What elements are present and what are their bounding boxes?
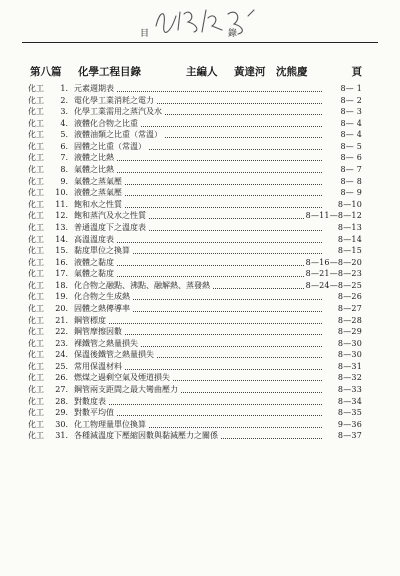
entry-title: 鋼管標度 <box>74 315 106 325</box>
entry-title: 黏度單位之換算 <box>74 246 130 256</box>
entry-number: 24. <box>55 350 68 360</box>
entry-number: 3. <box>60 107 68 117</box>
entry-prefix: 化工 <box>28 408 44 418</box>
entry-prefix: 化工 <box>28 176 44 186</box>
entry-title: 高溫溫度表 <box>74 234 114 244</box>
entry-number: 11. <box>55 199 68 209</box>
editor-label: 主編人 <box>186 66 218 78</box>
entry-title: 鋼管兩支距間之最大彎曲壓力 <box>74 385 178 395</box>
entry-page: 8—29 <box>337 327 362 337</box>
entry-title: 燃煤之過剩空氣及煙道損失 <box>74 373 170 383</box>
entry-prefix: 化工 <box>28 280 44 290</box>
entry-page: 8—34 <box>337 396 362 406</box>
entry-prefix: 化工 <box>28 246 44 256</box>
entry-number: 10. <box>55 188 68 198</box>
entry-number: 17. <box>55 269 68 279</box>
entry-number: 28. <box>55 396 68 406</box>
section-title: 化學工程目錄 <box>78 66 141 78</box>
entry-prefix: 化工 <box>28 211 44 221</box>
entry-page: 8— 5 <box>340 141 362 151</box>
entry-page: 8—21—8—23 <box>305 269 362 279</box>
entry-number: 14. <box>55 234 68 244</box>
entry-page: 8— 3 <box>340 107 362 117</box>
entry-title: 固體之熱傳導率 <box>74 303 130 313</box>
entry-number: 18. <box>55 280 68 290</box>
entry-page: 9—36 <box>337 419 362 429</box>
entry-title: 元素週期表 <box>74 84 114 93</box>
entry-number: 4. <box>60 118 68 128</box>
entry-page: 8—31 <box>337 361 362 371</box>
entry-page: 8—27 <box>337 303 362 313</box>
entry-title: 氣體之比熱 <box>74 165 114 175</box>
entry-prefix: 化工 <box>28 153 44 163</box>
entry-title: 各種減溫度下壓縮因數與黏減壓力之關係 <box>74 431 218 441</box>
entry-page: 8—13 <box>337 222 362 232</box>
entry-number: 23. <box>55 338 68 348</box>
entry-prefix: 化工 <box>28 431 44 441</box>
entry-page: 8— 4 <box>340 130 362 140</box>
entry-prefix: 化工 <box>28 303 44 313</box>
entry-page: 8— 4 <box>340 118 362 128</box>
entry-prefix: 化工 <box>28 84 44 93</box>
entry-prefix: 化工 <box>28 257 44 267</box>
entry-prefix: 化工 <box>28 269 44 279</box>
entry-number: 13. <box>55 222 68 232</box>
entry-number: 12. <box>55 211 68 221</box>
entry-number: 8. <box>60 165 68 175</box>
entry-page: 8— 9 <box>340 188 362 198</box>
entry-prefix: 化工 <box>28 327 44 337</box>
entry-page: 8—28 <box>337 315 362 325</box>
entry-prefix: 化工 <box>28 118 44 128</box>
header-mu: 目 <box>140 29 150 39</box>
header-lu: 錄 <box>228 29 238 39</box>
entry-page: 8—37 <box>337 431 362 441</box>
entry-prefix: 化工 <box>28 292 44 302</box>
entry-page: 8—16—8—20 <box>305 257 362 267</box>
entry-number: 1. <box>60 84 68 93</box>
entry-title: 飽和水之性質 <box>74 199 122 209</box>
entry-title: 化合物之融點、沸點、融解熱、蒸發熱 <box>74 280 210 290</box>
entry-prefix: 化工 <box>28 188 44 198</box>
entry-number: 6. <box>60 141 68 151</box>
entry-title: 裸鐵管之熱量損失 <box>74 338 138 348</box>
entry-page: 8—24—8—25 <box>305 280 362 290</box>
entry-page: 8—33 <box>337 385 362 395</box>
handwritten-signature <box>150 4 260 38</box>
entry-page: 8—32 <box>337 373 362 383</box>
entry-prefix: 化工 <box>28 361 44 371</box>
entry-page: 8—11—8—12 <box>305 211 362 221</box>
entry-number: 21. <box>55 315 68 325</box>
entry-page: 8—26 <box>337 292 362 302</box>
section-header <box>30 64 362 78</box>
entry-page: 8—30 <box>337 350 362 360</box>
entry-page: 8— 6 <box>340 153 362 163</box>
part-label: 第八篇 <box>30 66 62 78</box>
entry-number: 7. <box>60 153 68 163</box>
entry-title: 固體之比重（常溫） <box>74 141 146 151</box>
table-of-contents <box>28 83 362 442</box>
entry-number: 29. <box>55 408 68 418</box>
entry-prefix: 化工 <box>28 234 44 244</box>
entry-number: 26. <box>55 373 68 383</box>
entry-prefix: 化工 <box>28 222 44 232</box>
entry-title: 化學工業需用之蒸汽及水 <box>74 107 162 117</box>
entry-number: 20. <box>55 303 68 313</box>
page-column-label: 頁 <box>351 66 362 78</box>
entry-page: 8— 8 <box>340 176 362 186</box>
entry-prefix: 化工 <box>28 141 44 151</box>
entry-title: 液體油類之比重（常溫） <box>74 130 162 140</box>
toc-entry <box>28 430 362 442</box>
entry-page: 8—14 <box>337 234 362 244</box>
entry-title: 液體之蒸氣壓 <box>74 188 122 198</box>
entry-prefix: 化工 <box>28 199 44 209</box>
entry-number: 22. <box>55 327 68 337</box>
entry-number: 25. <box>55 361 68 371</box>
entry-title: 對數度表 <box>74 396 106 406</box>
entry-title: 保溫後鐵管之熱量損失 <box>74 350 154 360</box>
entry-title: 鋼管摩擦因數 <box>74 327 122 337</box>
entry-page: 8— 2 <box>340 95 362 105</box>
entry-prefix: 化工 <box>28 130 44 140</box>
entry-title: 液體之黏度 <box>74 257 114 267</box>
entry-page: 8—35 <box>337 408 362 418</box>
entry-title: 氣體之黏度 <box>74 269 114 279</box>
entry-number: 15. <box>55 246 68 256</box>
entry-number: 9. <box>60 176 68 186</box>
header-rule <box>22 42 378 43</box>
entry-title: 普通溫度下之溫度表 <box>74 222 146 232</box>
entry-page: 8— 1 <box>340 84 362 93</box>
entry-prefix: 化工 <box>28 385 44 395</box>
entry-prefix: 化工 <box>28 373 44 383</box>
entry-page: 8— 7 <box>340 165 362 175</box>
entry-number: 31. <box>55 431 68 441</box>
entry-page: 8—30 <box>337 338 362 348</box>
entry-page: 8—15 <box>337 246 362 256</box>
entry-title: 液體化合物之比重 <box>74 118 138 128</box>
entry-number: 19. <box>55 292 68 302</box>
entry-title: 電化學工業消耗之電力 <box>74 95 154 105</box>
entry-title: 飽和蒸汽及水之性質 <box>74 211 146 221</box>
editor-names: 黃達河 沈熊慶 <box>234 66 308 78</box>
entry-prefix: 化工 <box>28 107 44 117</box>
entry-title: 化工物理量單位換算 <box>74 419 146 429</box>
entry-number: 2. <box>60 95 68 105</box>
entry-prefix: 化工 <box>28 350 44 360</box>
entry-number: 5. <box>60 130 68 140</box>
entry-title: 液體之比熱 <box>74 153 114 163</box>
entry-title: 化合物之生成熱 <box>74 292 130 302</box>
entry-title: 常用保溫材料 <box>74 361 122 371</box>
entry-prefix: 化工 <box>28 338 44 348</box>
entry-prefix: 化工 <box>28 396 44 406</box>
entry-prefix: 化工 <box>28 315 44 325</box>
entry-prefix: 化工 <box>28 419 44 429</box>
entry-number: 30. <box>55 419 68 429</box>
entry-prefix: 化工 <box>28 95 44 105</box>
entry-prefix: 化工 <box>28 165 44 175</box>
entry-number: 16. <box>55 257 68 267</box>
entry-number: 27. <box>55 385 68 395</box>
entry-title: 對數平均值 <box>74 408 114 418</box>
toc-entry <box>28 280 362 292</box>
entry-title: 氣體之蒸氣壓 <box>74 176 122 186</box>
entry-page: 8—10 <box>337 199 362 209</box>
